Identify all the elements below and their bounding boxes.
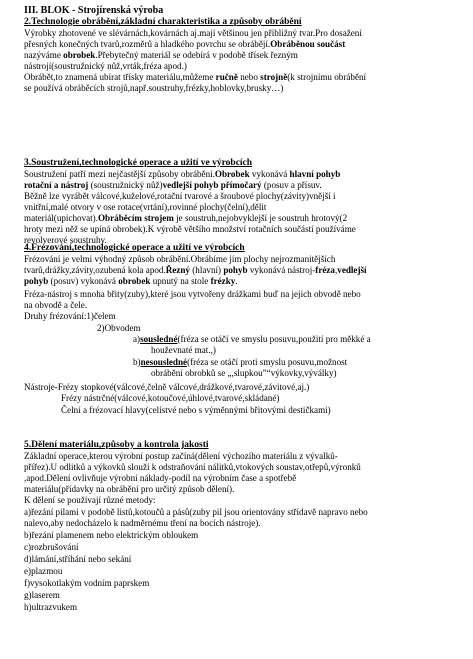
section-5-line: a)řezání pilami v podobě listů,kotoučů a pásů(zuby pil jsou orientovány střídavě napravo nebo: [24, 507, 368, 517]
section-5-line: f)vysokotlakým vodním paprskem: [24, 578, 150, 588]
section-4-line: Čelní a frézovací hlavy(celistvé nebo s výměnnými břitovými destičkami): [61, 405, 331, 415]
section-4-line: obrábění obrobků se „,slupkou”“výkovky,výválky): [151, 368, 337, 378]
section-4-line: b)nesousledné(fréza se otáčí proti smyslu posuvu,možnost: [133, 357, 348, 367]
section-3-line: revolverové soustruhy.: [24, 235, 107, 245]
section-4-heading: 4.Frézování,technologické operace a užití ve výrobcích: [24, 243, 245, 253]
section-5-line: nalevo,aby nedocházelo k nadměrnému tření na bocích nástroje).: [24, 518, 261, 528]
section-5-line: K dělení se používají různé metody:: [24, 495, 156, 505]
section-5-line: d)lámání,stříhání nebo sekání: [24, 554, 132, 564]
section-5-line: e)plazmou: [24, 566, 63, 576]
section-3-line: Běžně lze vyrábět válcové,kuželové,rotační tvarové a šroubové plochy(závity)vnější i: [24, 191, 336, 201]
section-5-line: g)laserem: [24, 590, 60, 600]
section-4-line: Fréza-nástroj s mnoha břity(zuby),které jsou vytvořeny drážkami buď na jejich obvodě nebo: [24, 289, 361, 299]
section-5-line: přířez).U odlitků a výkovků slouží k odstraňování nálitků,vtokových soustav,otřepů,výronků: [24, 462, 361, 472]
section-4-line: pohyb (posuv) vykonává obrobek upnutý na stole frézky.: [24, 276, 238, 286]
section-5-line: h)ultrazvukem: [24, 602, 78, 612]
section-2-line: přesných konečných tvarů,rozměrů a hladkého povrchu se obrábějí.Obráběnou součást: [24, 39, 346, 49]
section-5-line: ,apod.Dělení ovlivňuje výrobní náklady-podíl na výrobním čase a spotřebě: [24, 473, 297, 483]
section-4-line: Frézování je velmi výhodný způsob obrábění.Obrábíme jím plochy nejrozmanitějších: [24, 254, 336, 264]
section-2-line: Obrábět,to znamená ubírat třísky materiálu,můžeme ručně nebo strojně(k strojnímu obrábění: [24, 72, 367, 82]
section-2-line: Výrobky zhotovené ve slévárnách,kovárnách aj.mají většinou jen přibližný tvar.Pro dosažení: [24, 28, 362, 38]
section-2-line: nástrojí(soustružnický nůž,vrták,fréza apod.): [24, 61, 187, 71]
section-4-line: na obvodě a čele.: [24, 300, 88, 310]
section-3-line: hroty mezi něž se upíná obrobek).K výrobě většího množství rotačních součástí používáme: [24, 224, 356, 234]
section-3-line: vnitřní,malé otvory v ose rotace(vrtání),rovinné plochy(čelní),dělit: [24, 202, 267, 212]
section-4-line: 2)Obvodem: [97, 323, 141, 333]
section-2-heading: 2.Technologie obrábění,základní charakteristika a způsoby obrábění: [24, 17, 302, 27]
section-3-line: Soustružení patří mezi nejčastější způsoby obrábění.Obrobek vykonává hlavní pohyb: [24, 169, 341, 179]
section-5-line: Základní operace,kterou výrobní postup začíná(dělení výchozího materiálu z vývalků-: [24, 451, 338, 461]
document-title: III. BLOK - Strojírenská výroba: [24, 5, 164, 16]
section-4-line: tvarů,drážky,závity,ozubená kola apod.Řezný (hlavní) pohyb vykonává nástroj-fréza,vedlejší: [24, 265, 367, 275]
section-4-line: Nástroje-Frézy stopkové(válcové,čelně válcové,drážkové,tvarové,závitové,aj.): [24, 382, 310, 392]
section-5-heading: 5.Dělení materiálu,způsoby a kontrola jakosti: [24, 440, 209, 450]
section-2-line: se používá obráběcích strojů,např.soustruhy,frézky,hoblovky,brusky…): [24, 83, 284, 93]
section-2-line: nazýváme obrobek.Přebytečný materiál se odebírá v podobě třísek řezným: [24, 50, 298, 60]
section-4-line: Druhy frézování:1)čelem: [24, 311, 116, 321]
section-3-line: rotační a nástroj (soustružnický nůž)vedlejší pohyb přímočarý (posuv a přísuv.: [24, 180, 322, 190]
section-5-line: materiálu(přídavky na obrábění pro určitý způsob dělení).: [24, 484, 235, 494]
section-3-heading: 3.Soustružení,technologické operace a užití ve výrobcích: [24, 158, 253, 168]
section-4-line: a)sousledné(fréza se otáčí ve smyslu posuvu,použití pro měkké a: [133, 334, 371, 344]
section-5-line: c)rozbrušování: [24, 542, 79, 552]
section-5-line: b)řezání plamenem nebo elektrickým obloukem: [24, 530, 199, 540]
section-4-line: houževnaté mat.,): [151, 345, 216, 355]
section-4-line: Frézy nástrčné(válcové,kotoučové,úhlové,tvarové,skládané): [61, 393, 280, 403]
section-3-line: materiál(upichovat).Obráběcím strojem je soustruh,nejobvyklejší je soustruh hrotový(2: [24, 213, 348, 223]
